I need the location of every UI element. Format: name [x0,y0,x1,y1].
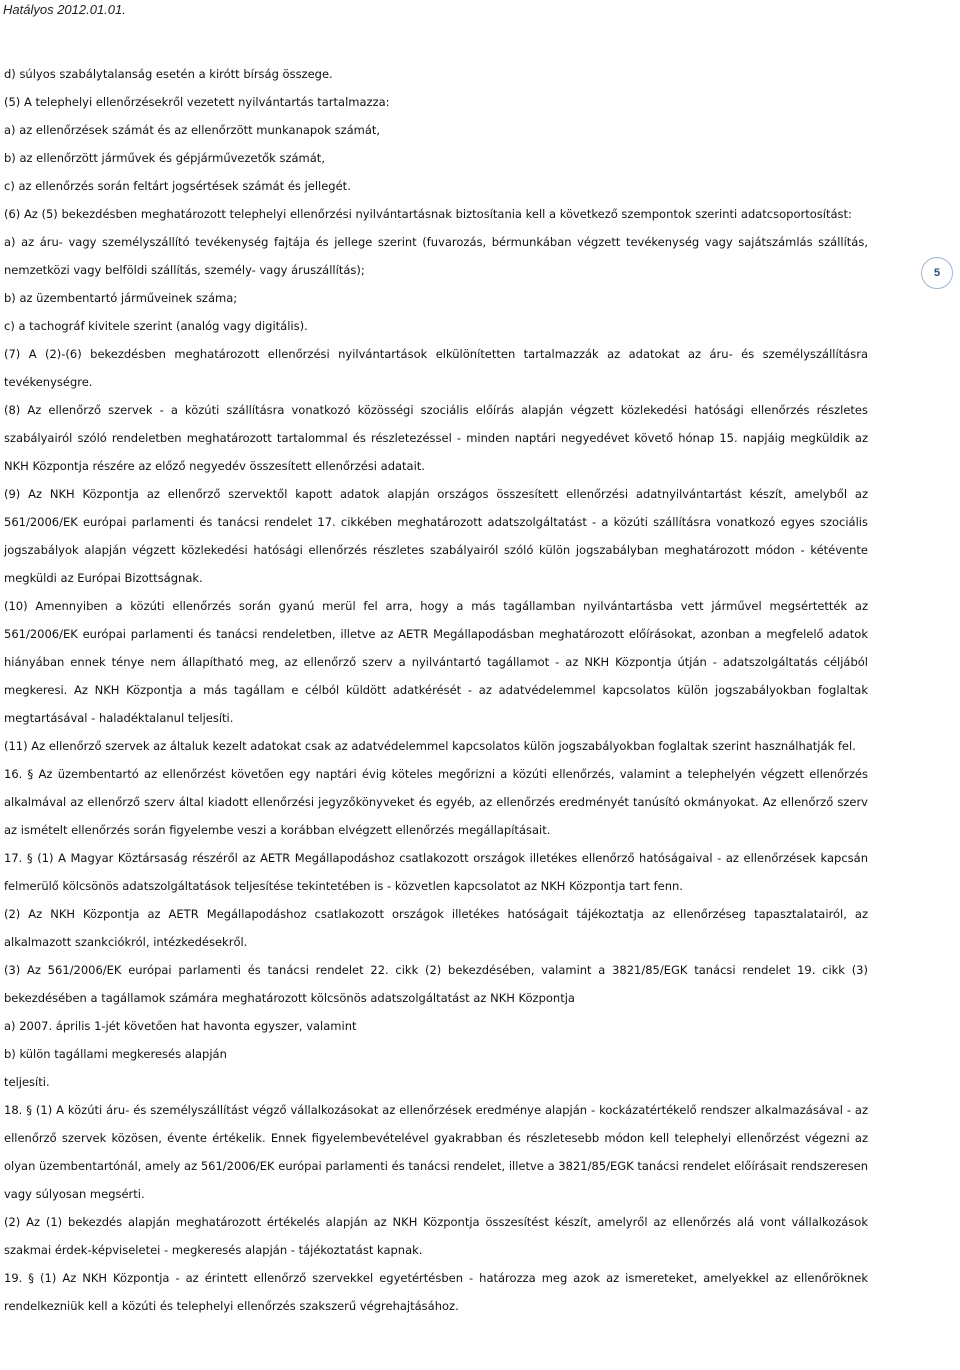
paragraph: a) az áru- vagy személyszállító tevékenység fajtája és jellege szerint (fuvarozás, bérmunkában végzett tevékenység vagy sajátszámlás szállítás, nemzetközi vagy belföldi szállítás, személy- vagy áruszállítás); [4,235,868,277]
paragraph: (6) Az (5) bekezdésben meghatározott telephelyi ellenőrzési nyilvántartásnak biztosítania kell a következő szempontok szerinti adatcsoportosítást: [4,207,852,221]
paragraph: 19. § (1) Az NKH Központja - az érintett ellenőrző szervekkel egyetértésben - határozza meg azok az ismereteket, amelyekkel az ellenőröknek rendelkezniük kell a közúti és telephelyi ellenőrzés szakszerű végrehajtásához. [4,1271,868,1313]
paragraph: (2) Az (1) bekezdés alapján meghatározott értékelés alapján az NKH Központja összesítést készít, amelyről az ellenőrzés alá vont vállalkozások szakmai érdek-képviseletei - megkeresés alapján - tájékoztatást kapnak. [4,1215,868,1257]
page-number-badge: 5 [921,257,953,289]
paragraph: 17. § (1) A Magyar Köztársaság részéről az AETR Megállapodáshoz csatlakozott országok illetékes ellenőrző hatóságaival - az ellenőrzések kapcsán felmerülő kölcsönös adatszolgáltatások teljesítése tekintetében is - közvetlen kapcsolatot az NKH Központja tart fenn. [4,851,868,893]
paragraph: 16. § Az üzembentartó az ellenőrzést követően egy naptári évig köteles megőrizni a közúti ellenőrzés, valamint a telephelyén végzett ellenőrzés alkalmával az ellenőrző szerv által kiadott ellenőrzési jegyzőkönyveket és egyéb, az ellenőrzés eredményét tanúsító okmányokat. Az ellenőrző szerv az ismételt ellenőrzés során figyelembe veszi a korábban elvégzett ellenőrzés megállapításait. [4,767,868,837]
paragraph: b) külön tagállami megkeresés alapján [4,1047,227,1061]
paragraph: a) az ellenőrzések számát és az ellenőrzött munkanapok számát, [4,123,381,137]
paragraph: (5) A telephelyi ellenőrzésekről vezetett nyilvántartás tartalmazza: [4,95,390,109]
paragraph: (3) Az 561/2006/EK európai parlamenti és tanácsi rendelet 22. cikk (2) bekezdésében, valamint a 3821/85/EGK tanácsi rendelet 19. cikk (3) bekezdésében a tagállamok számára meghatározott kölcsönös adatszolgáltatást az NKH Központja [4,963,868,1005]
paragraph: c) a tachográf kivitele szerint (analóg vagy digitális). [4,319,308,333]
paragraph: d) súlyos szabálytalanság esetén a kirótt bírság összege. [4,67,333,81]
paragraph: c) az ellenőrzés során feltárt jogsértések számát és jellegét. [4,179,351,193]
paragraph: teljesíti. [4,1075,50,1089]
paragraph: (10) Amennyiben a közúti ellenőrzés során gyanú merül fel arra, hogy a más tagállamban nyilvántartásba vett járművel megsértették az 561/2006/EK európai parlamenti és tanácsi rendeletben, illetve az AETR Megállapodásban meghatározott előírásokat, azonban a megfelelő adatok hiányában ennek ténye nem állapítható meg, az ellenőrző szerv a nyilvántartó tagállamot - az NKH Központja útján - adatszolgáltatás céljából megkeresi. Az NKH Központja a más tagállam e célból küldött adatkérését - az adatvédelemmel kapcsolatos külön jogszabályokban foglaltak megtartásával - haladéktalanul teljesíti. [4,599,868,725]
document-body [4,60,868,1320]
paragraph: b) az üzembentartó járműveinek száma; [4,291,238,305]
paragraph: b) az ellenőrzött járművek és gépjárművezetők számát, [4,151,325,165]
paragraph: a) 2007. április 1-jét követően hat havonta egyszer, valamint [4,1019,357,1033]
paragraph: (9) Az NKH Központja az ellenőrző szervektől kapott adatok alapján országos összesített ellenőrzési adatnyilvántartást készít, amelyből az 561/2006/EK európai parlamenti és tanácsi rendelet 17. cikkében meghatározott adatszolgáltatást - a közúti szállításra vonatkozó egyes szociális jogszabályok alapján végzett közlekedési hatósági ellenőrzés részletes szabályairól szóló külön jogszabályban meghatározott módon - kétévente megküldi az Európai Bizottságnak. [4,487,868,585]
paragraph: (7) A (2)-(6) bekezdésben meghatározott ellenőrzési nyilvántartások elkülönítetten tartalmazzák az adatokat az áru- és személyszállításra tevékenységre. [4,347,868,389]
paragraph: (2) Az NKH Központja az AETR Megállapodáshoz csatlakozott országok illetékes hatóságait tájékoztatja az ellenőrzéseg tapasztalatairól, az alkalmazott szankciókról, intézkedésekről. [4,907,868,949]
page-header-title: Hatályos 2012.01.01. [3,2,126,17]
paragraph: (11) Az ellenőrző szervek az általuk kezelt adatokat csak az adatvédelemmel kapcsolatos külön jogszabályokban foglaltak szerint használhatják fel. [4,739,856,753]
paragraph: 18. § (1) A közúti áru- és személyszállítást végző vállalkozásokat az ellenőrzések eredménye alapján - kockázatértékelő rendszer alkalmazásával - az ellenőrző szervek közösen, évente értékelik. Ennek figyelembevételével gyakrabban és részletesebb módon kell telephelyi ellenőrzést végezni az olyan üzembentartónál, amely az 561/2006/EK európai parlamenti és tanácsi rendelet, illetve a 3821/85/EGK tanácsi rendelet előírásait rendszeresen vagy súlyosan megsérti. [4,1103,868,1201]
paragraph: (8) Az ellenőrző szervek - a közúti szállításra vonatkozó közösségi szociális előírás alapján végzett közlekedési hatósági ellenőrzés részletes szabályairól szóló rendeletben meghatározott tartalommal és részletezéssel - minden naptári negyedévet követő hónap 15. napjáig megküldik az NKH Központja részére az előző negyedév összesített ellenőrzési adatait. [4,403,868,473]
